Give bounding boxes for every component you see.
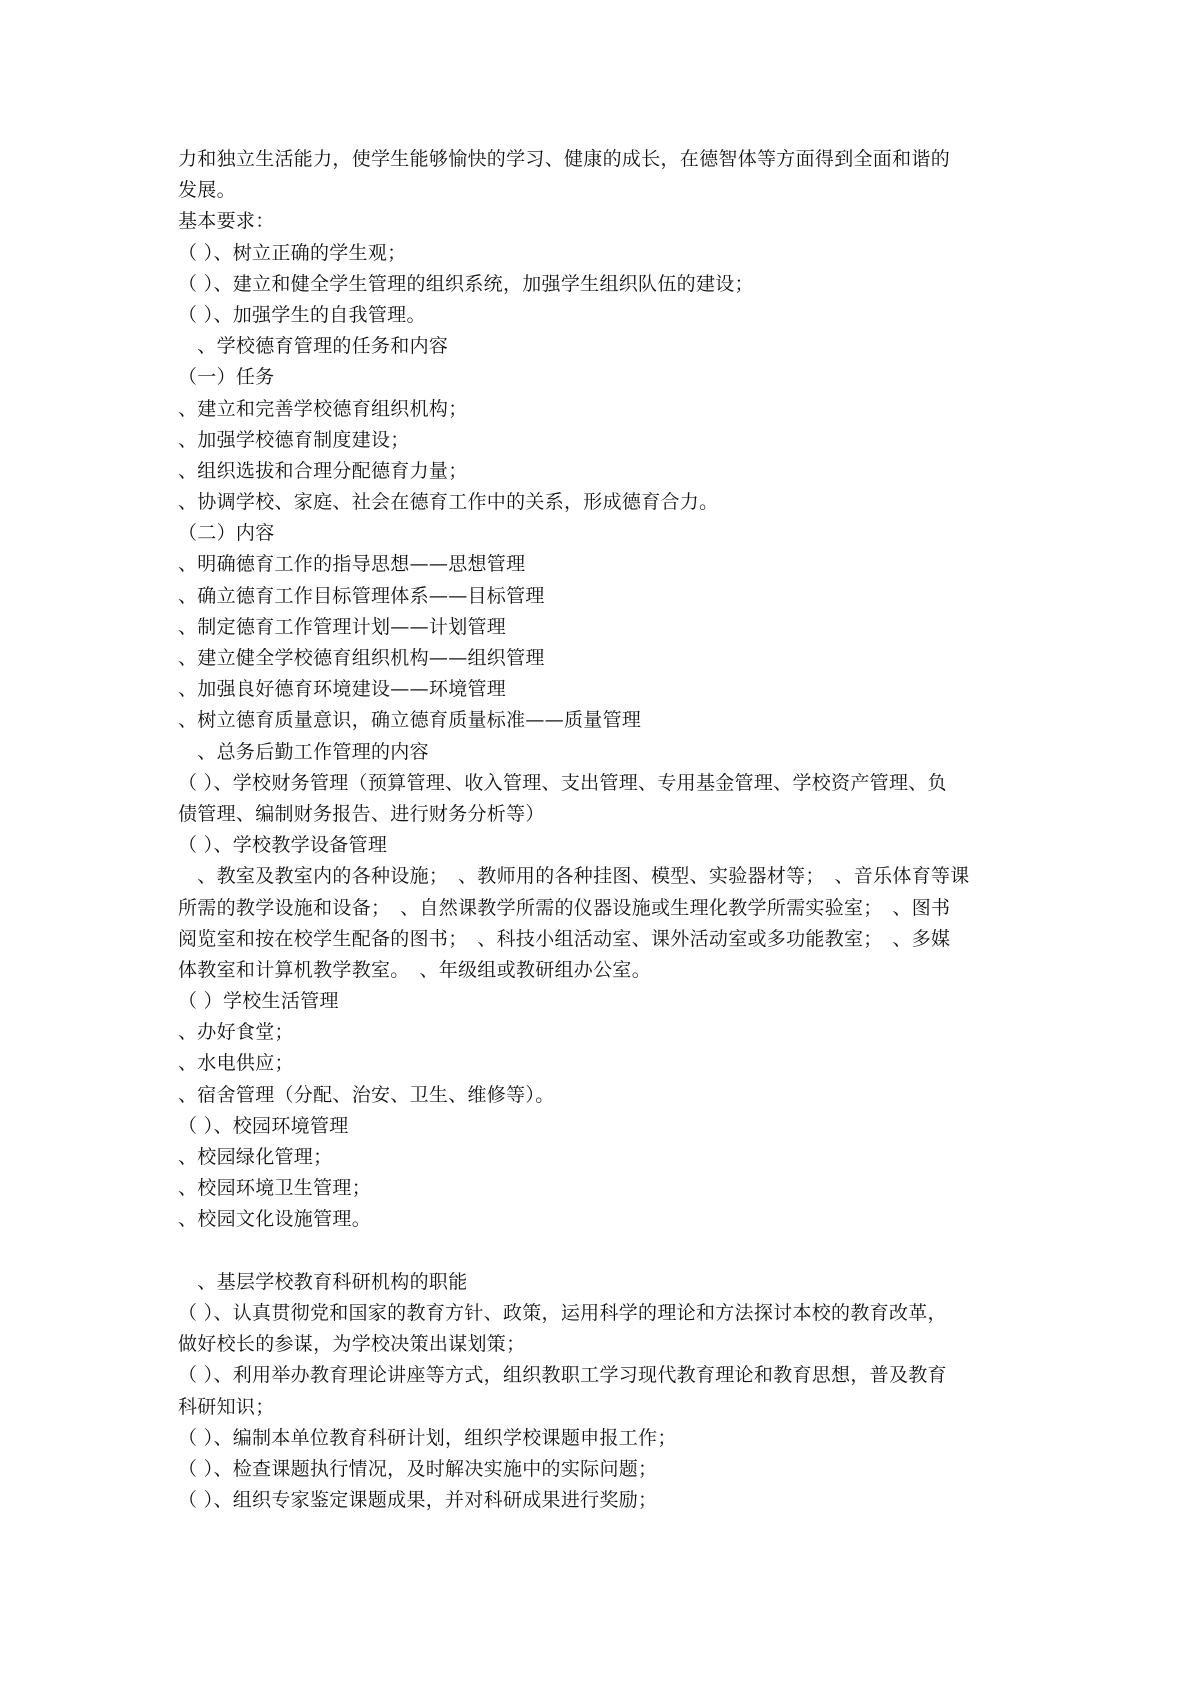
text-line: 所需的教学设施和设备； 、自然课教学所需的仪器设施或生理化教学所需实验室； 、图书 — [178, 896, 951, 919]
section-heading: 、基层学校教育科研机构的职能 — [178, 1270, 468, 1293]
text-line: 力和独立生活能力，使学生能够愉快的学习、健康的成长，在德智体等方面得到全面和谐的 — [178, 148, 951, 170]
text-line: 、校园绿化管理； — [178, 1146, 333, 1168]
text-line: （ ）、利用举办教育理论讲座等方式，组织教职工学习现代教育理论和教育思想，普及教育 — [178, 1364, 947, 1387]
text-line: 阅览室和按在校学生配备的图书； 、科技小组活动室、课外活动室或多功能教室； 、多媒 — [178, 927, 951, 950]
text-line: 科研知识； — [178, 1395, 275, 1418]
text-line: 、宿舍管理（分配、治安、卫生、维修等）。 — [178, 1083, 555, 1106]
text-line: （ ）学校生活管理 — [178, 990, 339, 1013]
subsection-heading: （一）任务 — [178, 366, 275, 389]
text-line: （ ）、建立和健全学生管理的组织系统，加强学生组织队伍的建设； — [178, 272, 754, 295]
text-line: 、校园文化设施管理。 — [178, 1208, 372, 1231]
text-line: （ ）、学校教学设备管理 — [178, 834, 388, 857]
text-line: （ ）、校园环境管理 — [178, 1114, 349, 1137]
text-line: （ ）、树立正确的学生观； — [178, 241, 407, 264]
text-line: 、水电供应； — [178, 1052, 294, 1075]
text-line: （ ）、编制本单位教育科研计划，组织学校课题申报工作； — [178, 1426, 677, 1449]
section-heading: 、学校德育管理的任务和内容 — [178, 335, 449, 358]
text-line: （ ）、认真贯彻党和国家的教育方针、政策，运用科学的理论和方法探讨本校的教育改革， — [178, 1301, 947, 1324]
text-line: （ ）、检查课题执行情况，及时解决实施中的实际问题； — [178, 1457, 658, 1480]
text-line: 、加强良好德育环境建设——环境管理 — [178, 678, 507, 701]
text-line: 发展。 — [178, 179, 236, 202]
text-line: 、树立德育质量意识，确立德育质量标准——质量管理 — [178, 709, 642, 732]
text-line: 、办好食堂； — [178, 1021, 294, 1044]
text-line: 、协调学校、家庭、社会在德育工作中的关系，形成德育合力。 — [178, 491, 719, 514]
text-line: 、制定德育工作管理计划——计划管理 — [178, 615, 507, 638]
text-line: 、教室及教室内的各种设施； 、教师用的各种挂图、模型、实验器材等； 、音乐体育等课 — [178, 865, 970, 888]
text-line: （ ）、加强学生的自我管理。 — [178, 303, 426, 326]
text-line: 基本要求： — [178, 210, 275, 233]
text-line: （ ）、学校财务管理（预算管理、收入管理、支出管理、专用基金管理、学校资产管理、负 — [178, 771, 947, 794]
text-line: 、确立德育工作目标管理体系——目标管理 — [178, 584, 545, 607]
text-line: 、加强学校德育制度建设； — [178, 428, 410, 451]
section-heading: 、总务后勤工作管理的内容 — [178, 740, 429, 763]
subsection-heading: （二）内容 — [178, 522, 275, 545]
text-line: 、明确德育工作的指导思想——思想管理 — [178, 553, 526, 576]
text-line: 、校园环境卫生管理； — [178, 1177, 372, 1200]
text-line: 、组织选拔和合理分配德育力量； — [178, 459, 468, 482]
text-block-1 — [178, 144, 1028, 1236]
text-line: 、建立和完善学校德育组织机构； — [178, 397, 468, 420]
blank-line — [178, 1236, 1028, 1267]
text-block-2 — [178, 1267, 1028, 1517]
document-page — [178, 144, 1028, 1516]
text-line: 做好校长的参谋，为学校决策出谋划策； — [178, 1333, 526, 1356]
text-line: 体教室和计算机教学教室。 、年级组或教研组办公室。 — [178, 958, 652, 981]
text-line: 、建立健全学校德育组织机构——组织管理 — [178, 647, 545, 669]
text-line: 债管理、编制财务报告、进行财务分析等） — [178, 802, 545, 825]
text-line: （ ）、组织专家鉴定课题成果，并对科研成果进行奖励； — [178, 1489, 658, 1512]
